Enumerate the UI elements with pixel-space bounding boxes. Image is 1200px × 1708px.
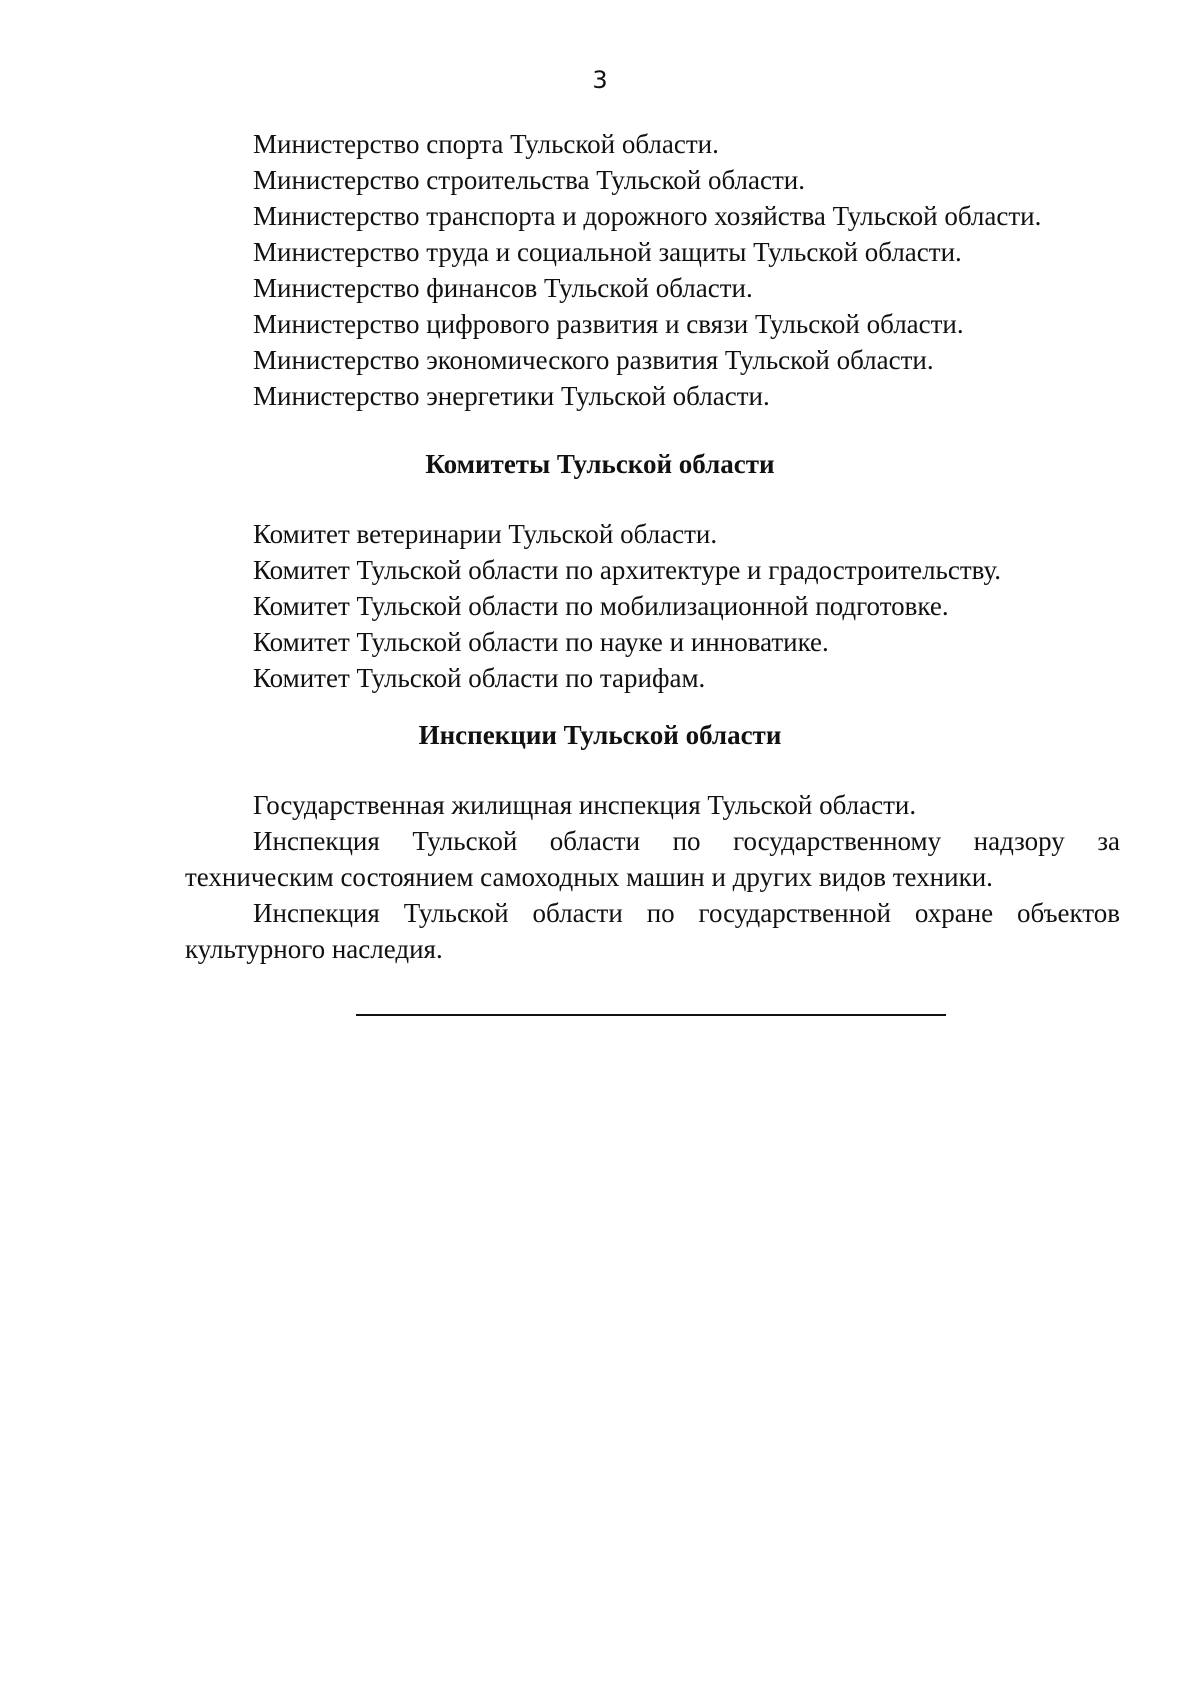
list-item: Министерство строительства Тульской области.	[253, 165, 805, 195]
committees-list	[185, 516, 1120, 696]
list-item: Комитет Тульской области по мобилизационной подготовке.	[253, 591, 949, 621]
list-item: Министерство цифрового развития и связи Тульской области.	[253, 309, 964, 339]
list-item: Комитет Тульской области по тарифам.	[253, 663, 706, 693]
paragraph: Государственная жилищная инспекция Тульской области.	[253, 790, 917, 820]
list-item: Комитет Тульской области по науке и инноватике.	[253, 627, 829, 657]
ministries-list	[185, 126, 1120, 414]
list-item: Министерство спорта Тульской области.	[253, 129, 719, 159]
committees-heading: Комитеты Тульской области	[425, 449, 775, 479]
page-number: 3	[592, 66, 608, 94]
list-item: Министерство финансов Тульской области.	[253, 273, 753, 303]
list-item: Комитет Тульской области по архитектуре и градостроительству.	[253, 555, 1002, 585]
inspections-list	[185, 787, 1120, 967]
inspections-heading: Инспекции Тульской области	[418, 720, 782, 750]
list-item: Министерство экономического развития Тульской области.	[253, 345, 934, 375]
list-item: Министерство труда и социальной защиты Тульской области.	[253, 237, 962, 267]
paragraph: Инспекция Тульской области по государственной охране объектов культурного наследия.	[185, 898, 1120, 964]
list-item: Министерство энергетики Тульской области.	[253, 381, 770, 411]
list-item: Министерство транспорта и дорожного хозяйства Тульской области.	[253, 201, 1042, 231]
paragraph: Инспекция Тульской области по государственному надзору за техническим состоянием самоходных машин и других видов техники.	[185, 826, 1120, 892]
bottom-divider	[356, 1014, 946, 1016]
list-item: Комитет ветеринарии Тульской области.	[253, 519, 718, 549]
